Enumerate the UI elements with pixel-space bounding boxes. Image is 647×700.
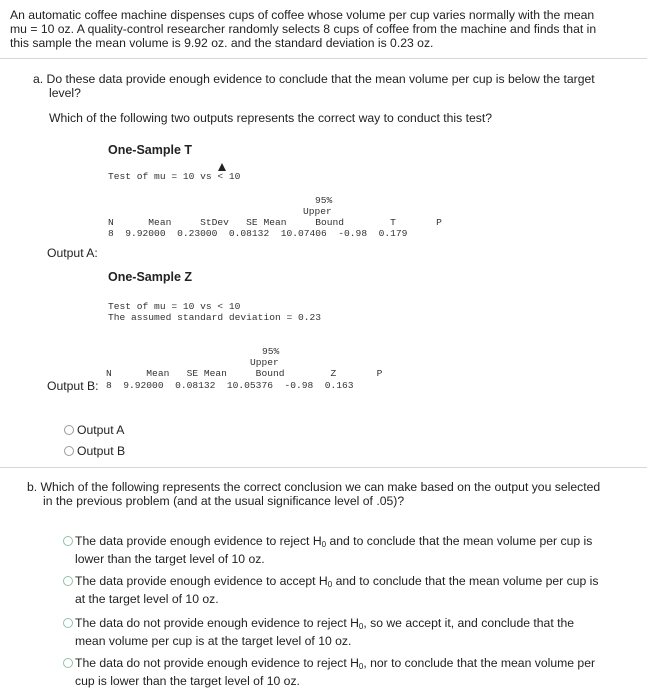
radio-conclusion-4[interactable] bbox=[63, 658, 73, 668]
conclusion-option-4[interactable] bbox=[75, 656, 595, 689]
radio-output-b[interactable] bbox=[64, 446, 74, 456]
output-a-label: Output A: bbox=[47, 246, 98, 260]
part-b-question bbox=[27, 480, 600, 508]
output-b-title: One-Sample Z bbox=[108, 270, 193, 284]
output-b-header-95: 95% bbox=[262, 346, 280, 357]
part-a-question bbox=[33, 72, 595, 100]
radio-conclusion-3[interactable] bbox=[63, 618, 73, 628]
part-a-question-line-2: level? bbox=[49, 86, 81, 100]
option-output-a-label[interactable]: Output A bbox=[77, 423, 125, 437]
output-a-test-line: Test of mu = 10 vs < 10 bbox=[108, 171, 241, 182]
divider-top bbox=[0, 58, 647, 59]
conclusion-2-sub: 0 bbox=[327, 580, 333, 589]
output-a-column-headers: N Mean StDev SE Mean Bound T P bbox=[108, 217, 442, 228]
conclusion-1-pre: The data provide enough evidence to reject H bbox=[75, 534, 322, 548]
conclusion-4-sub: 0 bbox=[358, 662, 364, 671]
intro-line-1: An automatic coffee machine dispenses cups of coffee whose volume per cup varies normally with the mean bbox=[10, 8, 595, 22]
part-b-question-line-1: b. Which of the following represents the correct conclusion we can make based on the output you selected bbox=[27, 480, 601, 494]
part-a-question-line-1: a. Do these data provide enough evidence to conclude that the mean volume per cup is below the target bbox=[33, 72, 595, 86]
conclusion-4-pre: The data do not provide enough evidence to reject H bbox=[75, 656, 359, 670]
output-b-test-line: Test of mu = 10 vs < 10 bbox=[108, 301, 241, 312]
output-a-title: One-Sample T bbox=[108, 143, 193, 157]
conclusion-3-post: , so we accept it, and conclude that the bbox=[363, 616, 575, 630]
intro-line-2: mu = 10 oz. A quality-control researcher randomly selects 8 cups of coffee from the machine and finds that in bbox=[10, 22, 597, 36]
output-b-label: Output B: bbox=[47, 379, 99, 393]
conclusion-2-post: and to conclude that the mean volume per cup is bbox=[332, 574, 599, 588]
option-output-b-label[interactable]: Output B bbox=[77, 444, 126, 458]
conclusion-4-post: , nor to conclude that the mean volume per bbox=[363, 656, 596, 670]
output-b-sd-line: The assumed standard deviation = 0.23 bbox=[108, 312, 322, 323]
radio-output-a[interactable] bbox=[64, 425, 74, 435]
conclusion-2-line-2: at the target level of 10 oz. bbox=[75, 592, 219, 606]
which-output-prompt: Which of the following two outputs represents the correct way to conduct this test? bbox=[49, 111, 493, 125]
conclusion-3-sub: 0 bbox=[358, 622, 364, 631]
problem-intro bbox=[10, 8, 596, 50]
output-b-header-upper: Upper bbox=[250, 357, 279, 368]
conclusion-1-line-2: lower than the target level of 10 oz. bbox=[75, 552, 265, 566]
intro-line-3: this sample the mean volume is 9.92 oz. and the standard deviation is 0.23 oz. bbox=[10, 36, 434, 50]
divider-middle bbox=[0, 467, 647, 468]
output-a-header-95: 95% bbox=[315, 195, 333, 206]
radio-conclusion-2[interactable] bbox=[63, 576, 73, 586]
part-b-question-line-2: in the previous problem (and at the usual significance level of .05)? bbox=[43, 494, 405, 508]
conclusion-4-line-2: cup is lower than the target level of 10 oz. bbox=[75, 674, 300, 688]
conclusion-1-sub: 0 bbox=[321, 540, 327, 549]
conclusion-1-post: and to conclude that the mean volume per cup is bbox=[326, 534, 593, 548]
output-a-values-row: 8 9.92000 0.23000 0.08132 10.07406 -0.98 0.179 bbox=[108, 228, 408, 239]
conclusion-option-3[interactable] bbox=[75, 616, 574, 649]
output-a-header-upper: Upper bbox=[303, 206, 332, 217]
output-b-column-headers: N Mean SE Mean Bound Z P bbox=[106, 368, 383, 379]
conclusion-option-1[interactable] bbox=[75, 534, 592, 567]
radio-conclusion-1[interactable] bbox=[63, 536, 73, 546]
conclusion-3-pre: The data do not provide enough evidence to reject H bbox=[75, 616, 359, 630]
conclusion-3-line-2: mean volume per cup is at the target level of 10 oz. bbox=[75, 634, 352, 648]
output-b-values-row: 8 9.92000 0.08132 10.05376 -0.98 0.163 bbox=[106, 380, 354, 391]
conclusion-option-2[interactable] bbox=[75, 574, 598, 607]
mouse-cursor-icon bbox=[218, 163, 226, 171]
conclusion-2-pre: The data provide enough evidence to accept H bbox=[75, 574, 328, 588]
